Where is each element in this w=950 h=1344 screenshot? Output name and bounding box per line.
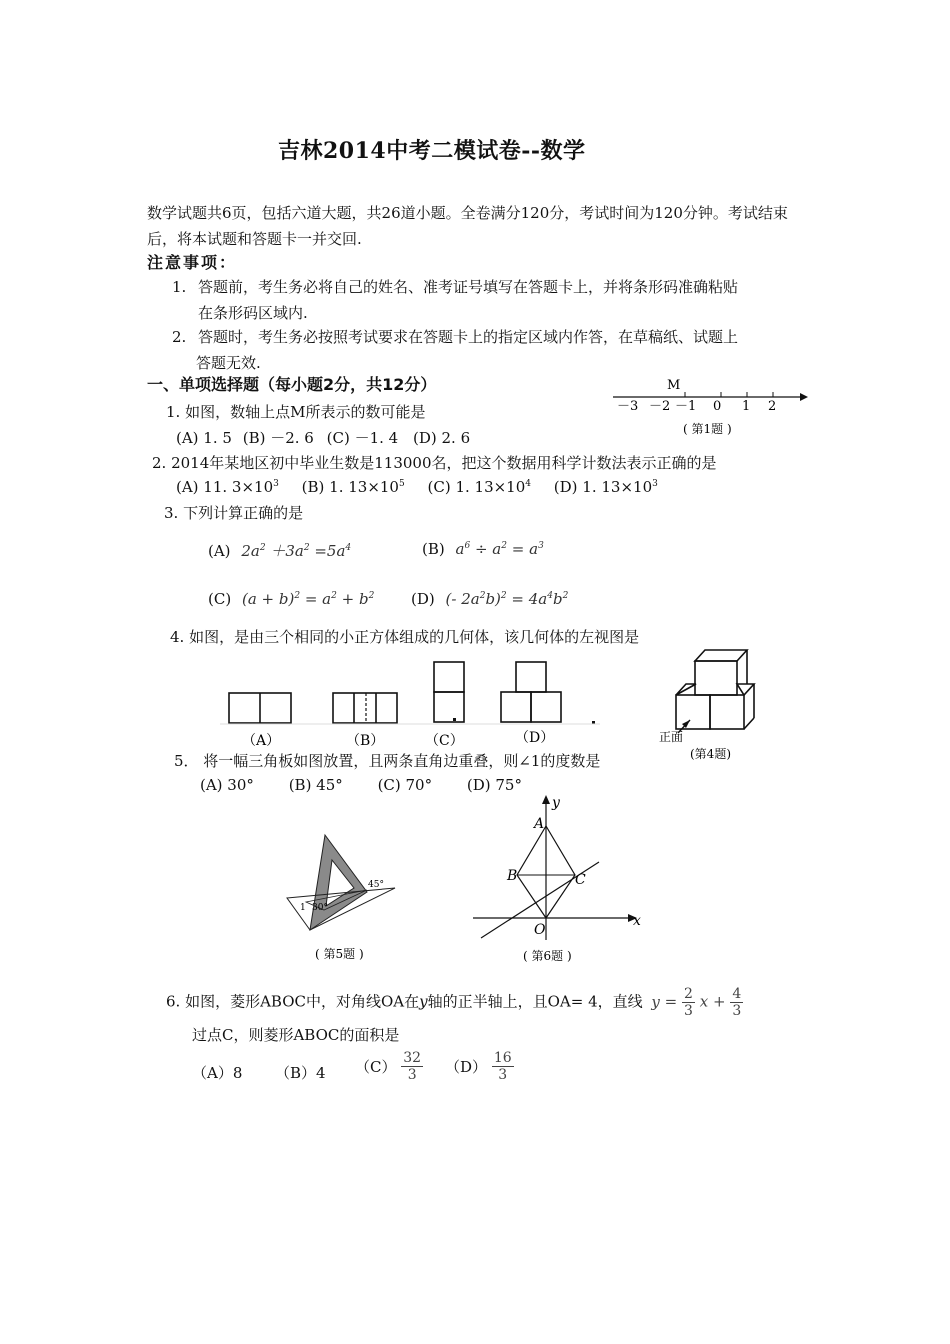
q6-stem: 6. 如图，菱形ABOC中，对角线OA在y轴的正半轴上，且OA= 4，直线 y = $\frac{2}{3}$ x + $\frac{4}{3}$ [166, 986, 742, 1019]
notice-item-2: 2. 答题时，考生务必按照考试要求在答题卡上的指定区域内作答，在草稿纸、试题上 [172, 328, 739, 346]
tick-label: 1 [742, 399, 751, 414]
notice-item-2-cont: 答题无效. [196, 354, 261, 372]
y-axis-label: y [552, 795, 560, 811]
tick-label: 0 [713, 399, 722, 414]
x-axis-label: x [633, 913, 641, 929]
fraction: $\frac{4}{3}$ [732, 986, 742, 1019]
q1-options [176, 427, 488, 448]
q6-figure [465, 790, 650, 970]
q5-caption: ( 第5题 ) [315, 947, 364, 961]
q4-caption: (第4题) [690, 747, 731, 761]
q2-option-a: (A) 11. $3\times 10^3$ [176, 478, 279, 496]
q5-option-d: (D) 75° [466, 776, 522, 794]
q2-stem: 2. 2014年某地区初中毕业生数是113000名，把这个数据用科学计数法表示正确的是 [152, 454, 717, 472]
q1-option-d: (D) 2. 6 [412, 429, 471, 447]
tick-label: －3 [617, 399, 639, 414]
q4-label-d: （D） [515, 730, 555, 746]
q3-option-b: (B) $a^6 \div a^2 = a^3$ [422, 540, 544, 558]
q3-option-a: (A) $2a^2 +3a^2 =5a^4$ [208, 542, 352, 560]
fraction: $\frac{2}{3}$ [684, 986, 693, 1019]
q4-label-c: （C） [425, 733, 464, 749]
fraction: $\frac{32}{3}$ [403, 1050, 422, 1083]
q5-figure [282, 830, 402, 965]
tick-label: 2 [768, 399, 777, 414]
fraction: $\frac{16}{3}$ [493, 1050, 512, 1083]
q6-option-a: （A）8 [192, 1064, 243, 1082]
point-a-label: A [534, 816, 545, 832]
q5-option-c: (C) 70° [377, 776, 433, 794]
number-line-figure [605, 372, 810, 442]
q1-option-b: (B) －2. 6 [242, 429, 314, 447]
point-c-label: C [575, 872, 586, 888]
q6-option-c: （C） $\frac{32}{3}$ [355, 1050, 422, 1083]
point-b-label: B [507, 868, 518, 884]
point-m-label: M [667, 378, 681, 393]
q1-stem: 1. 如图，数轴上点M所表示的数可能是 [166, 403, 426, 421]
q5-stem: 5． 将一幅三角板如图放置，且两条直角边重叠，则∠1的度数是 [174, 752, 601, 770]
q4-label-b: （B） [346, 733, 385, 749]
q5-option-a: (A) 30° [200, 776, 254, 794]
q4-figure [220, 648, 790, 766]
section-heading: 一、单项选择题（每小题2分，共12分） [147, 375, 437, 394]
figure-caption: ( 第1题 ) [683, 422, 732, 436]
page-title: 吉林2014中考二模试卷--数学 [278, 138, 586, 164]
q3-option-c: (C) $(a + b)^2 = a^2 + b^2$ [208, 590, 375, 608]
q6-option-d: （D） $\frac{16}{3}$ [445, 1050, 512, 1083]
angle-1-label: 1 [300, 903, 306, 913]
q1-option-a: (A) 1. 5 [176, 429, 232, 447]
q2-options [176, 478, 676, 496]
q2-option-b: (B) 1. $13\times 10^5$ [301, 478, 405, 496]
q4-stem: 4. 如图，是由三个相同的小正方体组成的几何体，该几何体的左视图是 [170, 628, 640, 646]
q2-option-c: (C) 1. $13\times 10^4$ [427, 478, 532, 496]
angle-30-label: 30° [312, 903, 328, 913]
notice-item-1: 1. 答题前，考生务必将自己的姓名、准考证号填写在答题卡上，并将条形码准确粘贴 [172, 278, 739, 296]
point-o-label: O [534, 922, 546, 938]
q6-option-b: （B）4 [275, 1064, 326, 1082]
intro-text: 数学试题共6页，包括六道大题，共26道小题。全卷满分120分，考试时间为120分钟。考试结束后，将本试题和答题卡一并交回. [147, 204, 788, 248]
q6-stem-cont: 过点C，则菱形ABOC的面积是 [192, 1026, 400, 1044]
notice-heading: 注意事项： [147, 253, 238, 272]
angle-45-label: 45° [368, 880, 384, 890]
tick-label: －2 [649, 399, 671, 414]
q6-caption: ( 第6题 ) [523, 949, 572, 963]
tick-label: －1 [675, 399, 697, 414]
notice-item-1-cont: 在条形码区域内. [198, 304, 308, 322]
q1-option-c: (C) －1. 4 [326, 429, 399, 447]
q3-option-d: (D) (- $2a^2b)^2 = 4a^4b^2$ [411, 590, 569, 608]
q5-option-b: (B) 45° [288, 776, 343, 794]
q3-stem: 3. 下列计算正确的是 [164, 504, 304, 522]
q2-option-d: (D) 1. $13\times 10^3$ [553, 478, 658, 496]
q4-label-a: （A） [242, 733, 281, 749]
front-label: 正面 [659, 730, 684, 744]
